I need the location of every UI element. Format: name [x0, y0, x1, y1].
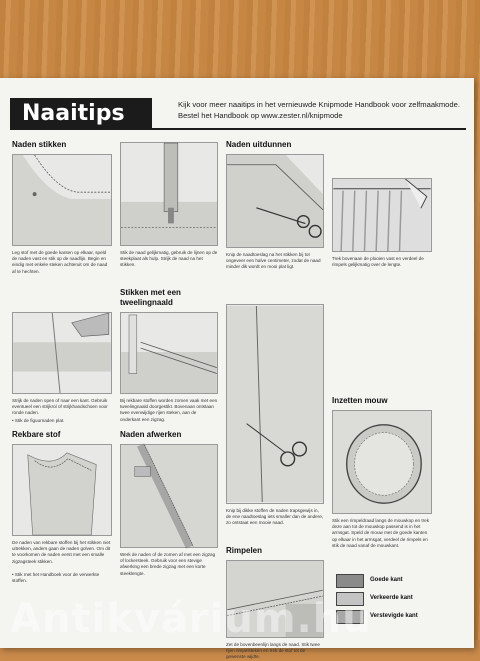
legend-swatch-goede-kant	[336, 574, 364, 588]
section-naden-uitdunnen	[226, 140, 330, 150]
intro-text: Kijk voor meer naaitips in het vernieuwde Knipmode Handbook voor zelfmaakmode. Bestel het Handbook op www.zester.nl/knipmode	[178, 100, 460, 120]
heading-tweelingnaald: Stikken met een tweelingnaald	[120, 288, 181, 307]
illustration-strijken	[12, 312, 112, 394]
heading-naden-stikken: Naden stikken	[12, 140, 67, 149]
section-inzetten-mouw	[332, 396, 436, 406]
text-trapsgewijs: Knip bij dikke stoffen de naden trapsgewijs in, de ene naadtoeslag iets smaller dan de andere, zo ontstaat een mooie naad.	[226, 508, 324, 526]
section-rekbare-stof	[12, 430, 116, 440]
text-naden-stikken: Leg stof met de goede kanten op elkaar, speld de naden vast en stik op de naadlijn. Begin en eindig met enkele steken achteruit om de naad af te hechten.	[12, 250, 108, 274]
watermark: Antikvárium.hu	[10, 596, 372, 642]
page-title: Naaitips	[10, 98, 152, 130]
section-naden-stikken	[12, 140, 116, 150]
bullet-figuurnaden: • Stik de figuurnaden plat.	[12, 418, 65, 423]
heading-rekbare-stof: Rekbare stof	[12, 430, 61, 439]
text-naden-afwerken: Werk de naden of de zomen af met een zigzag of lockersteek. Gebruik voor een stevige afwerking een brede zigzag met een korte steeklengte.	[120, 552, 216, 576]
text-strijken: Strijk de naden open of naar een kant. Gebruik eventueel een strijkrol of strijkhandschoen voor ronde naden.	[12, 398, 108, 416]
text-naaimachine: Stik de naad gelijkmatig, gebruik de lijnen op de steekplaat als hulp. Strijk de naad na het stikken.	[120, 250, 218, 268]
text-rekbare-stof: De naden van rekbare stoffen bij het stikken niet uitrekken, anders gaan de naden golven. Om dit te voorkomen de naden eerst met een smalle zigzagsteek stikken.	[12, 540, 111, 564]
text-rimpelen: Zet de bovenbeenlijn langs de naad. Stik twee rijen rimpelsteken en trek de stof tot de gewenste wijdte.	[226, 642, 320, 660]
illustration-plooien	[332, 178, 432, 252]
header-rule	[152, 128, 466, 130]
page-header	[10, 98, 466, 130]
heading-inzetten-mouw: Inzetten mouw	[332, 396, 388, 405]
magazine-page	[0, 78, 474, 660]
illustration-tweelingnaald	[120, 312, 218, 394]
bullet-rekbare-stof: • Stik met het Handboek voor de verwerkte stoffen.	[12, 572, 100, 584]
legend-label-verstevigde-kant: Verstevigde kant	[370, 613, 418, 619]
illustration-naden-stikken	[12, 154, 112, 246]
text-inzetten-mouw: Stik een rimpeldraad langs de mouwkop en trek deze aan tot de mouwkop passend is in het armsgat. Speld de mouw met de goede kanten op elkaar in het armsgat, verdeel de rimpels en stik de naad vanaf de mouwkant.	[332, 518, 430, 548]
legend-row-goede-kant	[336, 573, 456, 591]
section-tweelingnaald	[120, 288, 220, 308]
legend-label-verkeerde-kant: Verkeerde kant	[370, 595, 413, 601]
legend-label-goede-kant: Goede kant	[370, 577, 403, 583]
section-naden-afwerken	[120, 430, 220, 440]
text-plooien: Trek bovenaan de plooien vast en verdeel de rimpels gelijkmatig over de lengte.	[332, 256, 424, 268]
text-tweelingnaald: Bij rekbare stoffen worden zomen vaak met een tweelingnaald doorgestikt. Bovenaan ontstaan twee evenwijdige rijen steken, aan de onderkant een zigzag.	[120, 398, 218, 422]
illustration-naaimachine	[120, 142, 218, 246]
illustration-rekbare-stof	[12, 444, 112, 536]
illustration-trapsgewijs	[226, 304, 324, 504]
illustration-inzetten-mouw	[332, 410, 432, 514]
heading-naden-afwerken: Naden afwerken	[120, 430, 182, 439]
heading-naden-uitdunnen: Naden uitdunnen	[226, 140, 292, 149]
illustration-naden-uitdunnen	[226, 154, 324, 248]
heading-rimpelen: Rimpelen	[226, 546, 263, 555]
section-rimpelen	[226, 546, 330, 556]
text-naden-uitdunnen: Knip de naadtoeslag na het stikken bij tot ongeveer een halve centimeter, zodat de naad minder dik wordt en mooi plat ligt.	[226, 252, 321, 270]
illustration-naden-afwerken	[120, 444, 218, 548]
